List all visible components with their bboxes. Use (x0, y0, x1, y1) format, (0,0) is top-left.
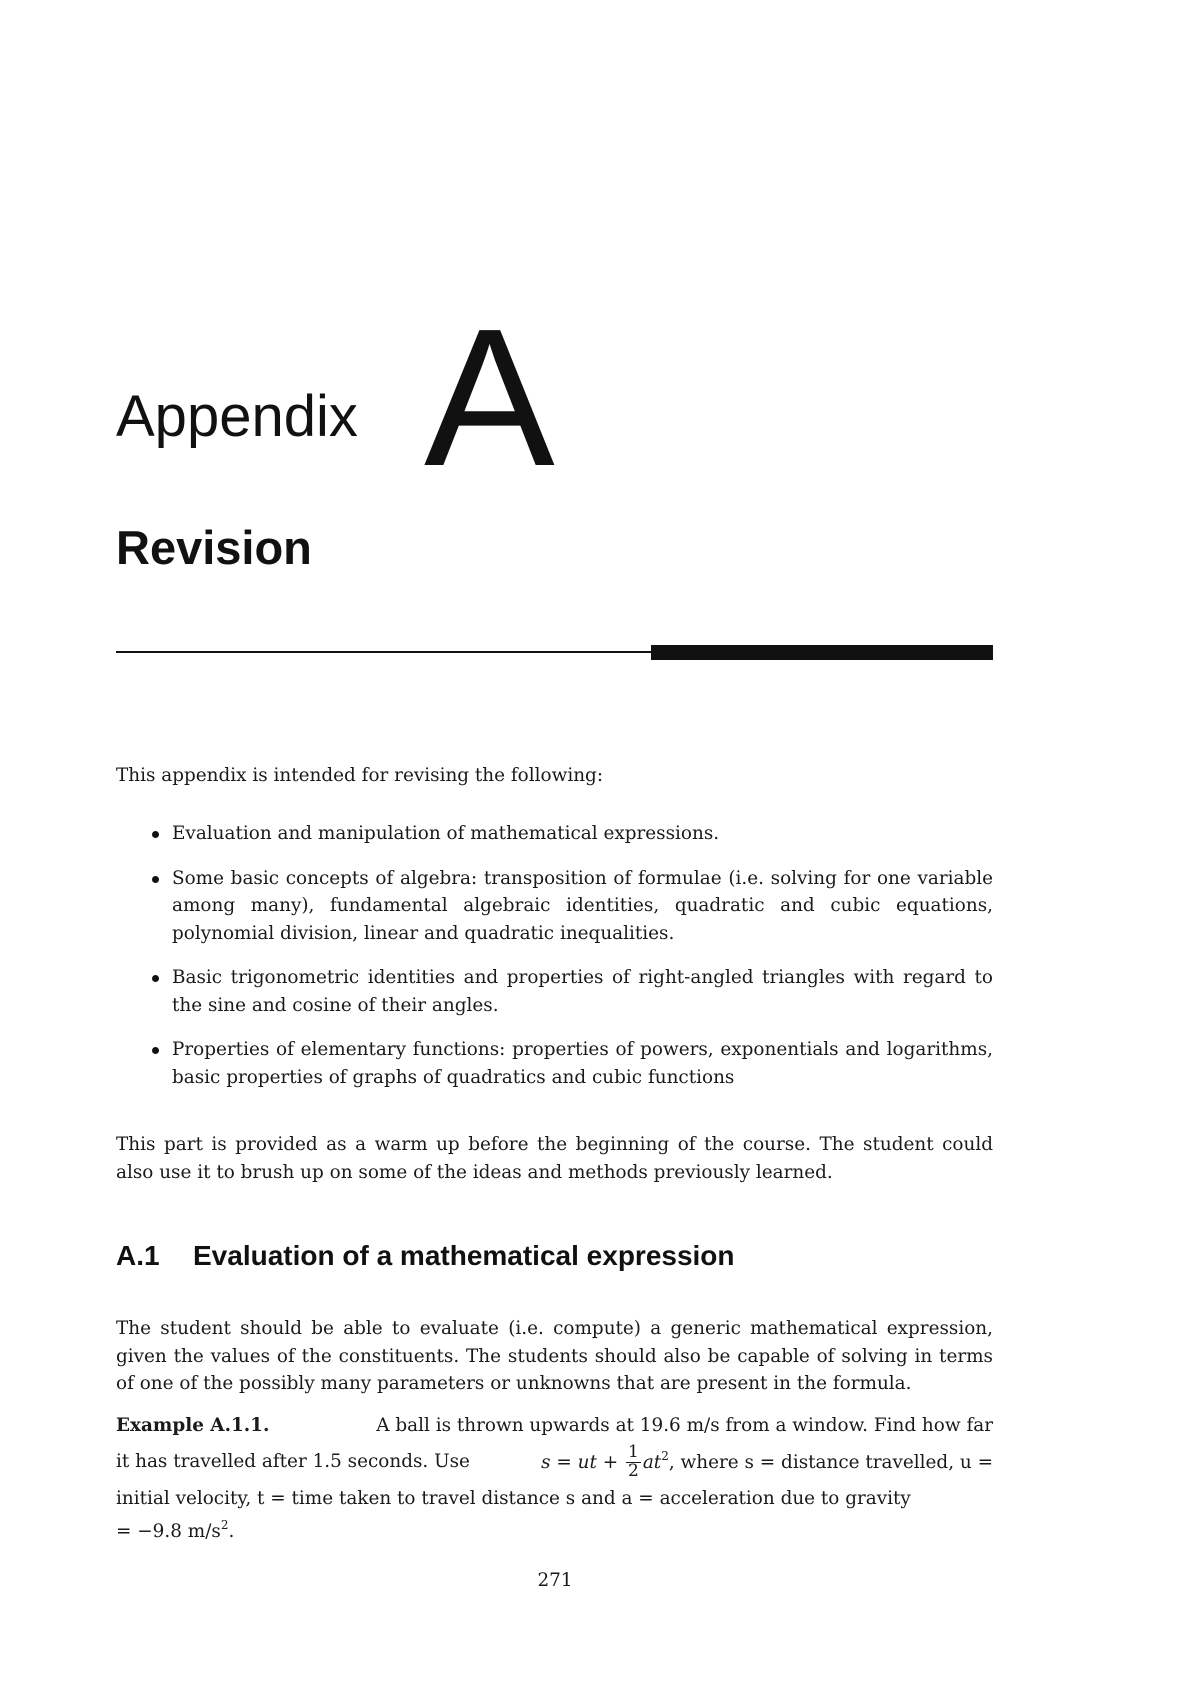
appendix-word: Appendix (116, 384, 358, 449)
example-text: initial velocity, t = time taken to travel distance s and a = acceleration due to gravity (116, 1487, 911, 1509)
bullet-icon (152, 876, 159, 883)
title-rule-thin (116, 651, 651, 653)
example-text: it has travelled after 1.5 seconds. Use (116, 1451, 470, 1473)
list-item-text: Properties of elementary functions: properties of powers, exponentials and logarithms, basic properties of graphs of quadratics and cubic functions (172, 1039, 993, 1088)
closing-paragraph: This part is provided as a warm up before the beginning of the course. The student could also use it to brush up on some of the ideas and methods previously learned. (116, 1134, 993, 1183)
fraction (626, 1444, 641, 1481)
appendix-letter: A (424, 288, 555, 507)
section-title: Evaluation of a mathematical expression (193, 1240, 735, 1271)
revision-topics-list (116, 820, 993, 1108)
fraction-numerator: 1 (628, 1442, 639, 1463)
list-item-text: Some basic concepts of algebra: transposition of formulae (i.e. solving for one variable among many), fundamental algebraic identities, quadratic and cubic equations, polynomial division, linear and quadratic inequalities. (172, 867, 993, 944)
formula-rhs: at (642, 1451, 662, 1473)
unit-exponent: 2 (220, 1518, 229, 1532)
list-item-text: Evaluation and manipulation of mathematical expressions. (172, 823, 720, 844)
list-item (116, 865, 993, 948)
list-item (116, 1036, 993, 1091)
bullet-icon (152, 975, 159, 982)
example-line (116, 1485, 993, 1513)
bullet-icon (152, 831, 159, 838)
example-line (116, 1412, 993, 1440)
example-text: , where s = distance travelled, u = (668, 1451, 993, 1473)
example-text: A ball is thrown upwards at 19.6 m/s from a window. Find how far (376, 1415, 993, 1436)
section-number: A.1 (116, 1240, 160, 1271)
example-text: = −9.8 m/s (116, 1521, 221, 1542)
chapter-heading (116, 288, 996, 507)
example-block (116, 1412, 993, 1540)
example-line (116, 1512, 993, 1540)
section-heading (116, 1242, 735, 1270)
chapter-title: Revision (116, 521, 312, 574)
bullet-icon (152, 1047, 159, 1054)
section-paragraph: The student should be able to evaluate (i.e. compute) a generic mathematical expression, given the values of the constituents. The students should also be capable of solving in terms of one of the possibly many parameters or unknowns that are present in the formula. (116, 1318, 993, 1394)
list-item (116, 964, 993, 1019)
list-item-text: Basic trigonometric identities and properties of right-angled triangles with regard to the sine and cosine of their angles. (172, 967, 993, 1016)
formula-lhs: s = ut + (541, 1451, 619, 1473)
example-gravity (116, 1512, 234, 1546)
example-label: Example A.1.1. (116, 1415, 270, 1436)
intro-paragraph: This appendix is intended for revising the following: (116, 765, 604, 786)
example-text: . (228, 1521, 235, 1542)
list-item (116, 820, 993, 848)
title-rule-thick (651, 645, 993, 660)
formula-exponent: 2 (661, 1448, 669, 1463)
page-number: 271 (537, 1570, 573, 1591)
formula (541, 1443, 993, 1481)
fraction-denominator: 2 (628, 1461, 639, 1482)
example-line (116, 1440, 993, 1485)
